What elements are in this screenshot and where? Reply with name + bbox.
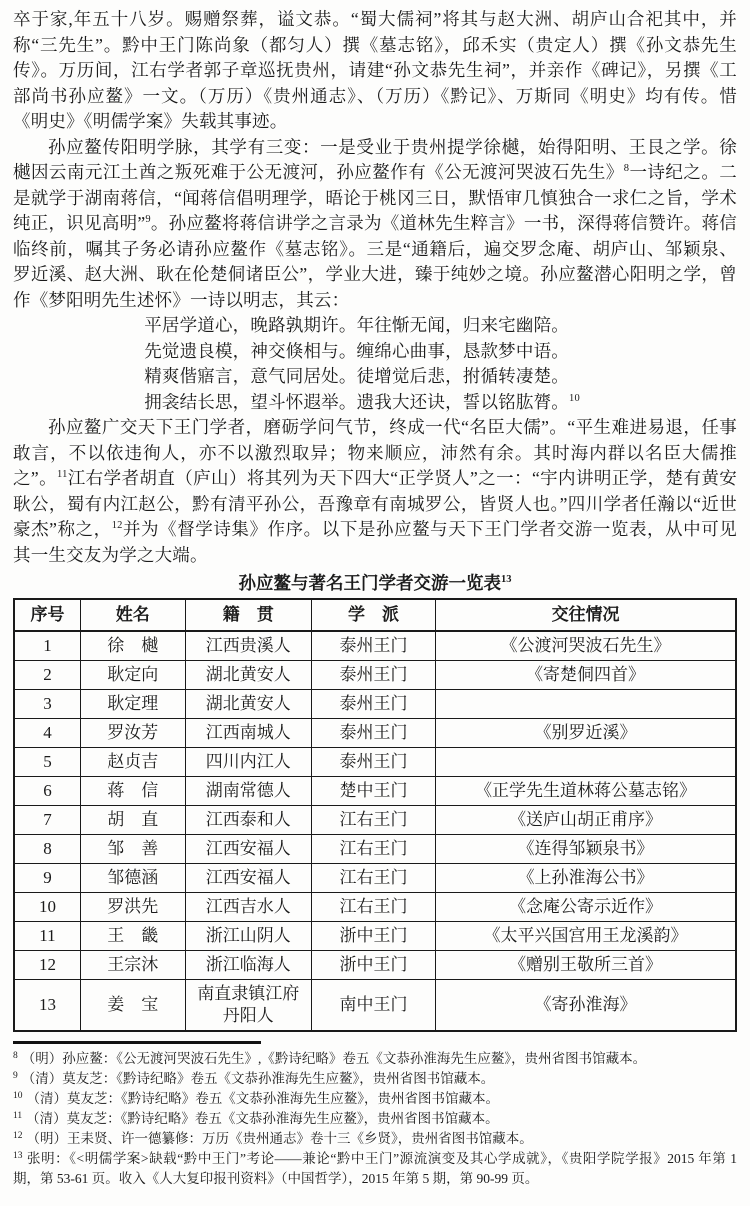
table-cell: 1 <box>14 631 80 661</box>
text-run: （明）孙应鳌：《公无渡河哭波石先生》,《黔诗纪略》卷五《文恭孙淮海先生应鳌》，贵州省图书馆藏本。 <box>21 1051 647 1066</box>
table-cell: 湖北黄安人 <box>185 661 311 690</box>
table-cell: 泰州王门 <box>311 748 435 777</box>
table-cell: 罗洪先 <box>80 893 185 922</box>
paragraph <box>13 7 737 135</box>
footnotes-section <box>13 1041 737 1189</box>
footnote-ref: 10 <box>13 1090 23 1101</box>
table-header-cell: 学 派 <box>311 599 435 631</box>
text-run: （明）王耒贤、许一德纂修：万历《贵州通志》卷十三《乡贤》，贵州省图书馆藏本。 <box>26 1131 533 1146</box>
footnote <box>13 1149 737 1189</box>
text-run: 江右学者胡直（庐山）将其列为天下四大“正学贤人”之一：“宇内讲明正学，楚有黄安耿公，蜀有内江赵公，黔有清平孙公，吾豫章有南城罗公，皆贤人也。”四川学者任瀚以“近世豪杰”称之， <box>13 468 737 539</box>
body-text-bottom <box>13 415 737 568</box>
table-cell: 邹 善 <box>80 835 185 864</box>
table-row <box>14 719 736 748</box>
table-cell: 浙中王门 <box>311 922 435 951</box>
table-header-cell: 籍 贯 <box>185 599 311 631</box>
footnote-ref: 10 <box>569 392 580 404</box>
table-cell: 13 <box>14 980 80 1032</box>
table-cell: 姜 宝 <box>80 980 185 1032</box>
table-cell: 耿定向 <box>80 661 185 690</box>
table-cell: 《寄楚侗四首》 <box>436 661 736 690</box>
table-cell: 泰州王门 <box>311 661 435 690</box>
footnote-ref: 11 <box>13 1110 23 1121</box>
text-run: 并为《督学诗集》作序。以下是孙应鳌与天下王门学者交游一览表，从中可见其一生交友为学之大端。 <box>13 519 737 565</box>
table-cell: 10 <box>14 893 80 922</box>
table-row <box>14 661 736 690</box>
table-cell: 《连得邹颖泉书》 <box>436 835 736 864</box>
footnote-ref: 8 <box>623 163 630 175</box>
footnote-ref: 11 <box>57 469 68 481</box>
footnote <box>13 1069 737 1089</box>
table-cell: 《太平兴国宫用王龙溪韵》 <box>436 922 736 951</box>
table-row <box>14 690 736 719</box>
text-run: （清）莫友芝：《黔诗纪略》卷五《文恭孙淮海先生应鳌》，贵州省图书馆藏本。 <box>26 1111 499 1126</box>
table-cell: 《别罗近溪》 <box>436 719 736 748</box>
table-cell: 9 <box>14 864 80 893</box>
table-row <box>14 777 736 806</box>
text-run: （清）莫友芝：《黔诗纪略》卷五《文恭孙淮海先生应鳌》，贵州省图书馆藏本。 <box>26 1091 499 1106</box>
table-cell: 邹德涵 <box>80 864 185 893</box>
table-cell: 8 <box>14 835 80 864</box>
table-cell: 徐 樾 <box>80 631 185 661</box>
table-cell: 四川内江人 <box>185 748 311 777</box>
table-row <box>14 980 736 1032</box>
text-run: 。孙应鳌将蒋信讲学之言录为《道林先生粹言》一书，深得蒋信赞许。蒋信临终前，嘱其子务必请孙应鳌作《墓志铭》。三是“通籍后，遍交罗念庵、胡庐山、邹颖泉、罗近溪、赵大洲、耿在伦楚侗诸臣公”，学业大进，臻于纯妙之境。孙应鳌潜心阳明之学，曾作《梦阳明先生述怀》一诗以明志，其云： <box>13 213 737 310</box>
table-cell: 《上孙淮海公书》 <box>436 864 736 893</box>
table-cell: 浙江山阴人 <box>185 922 311 951</box>
text-run: （清）莫友芝：《黔诗纪略》卷五《文恭孙淮海先生应鳌》，贵州省图书馆藏本。 <box>21 1071 495 1086</box>
footnote-list <box>13 1049 737 1189</box>
text-run: 拥衾结长思，望斗怀遐举。遗我大还诀，誓以铭肱膂。 <box>144 391 569 412</box>
table-cell: 泰州王门 <box>311 631 435 661</box>
footnote-ref: 9 <box>145 214 151 226</box>
table-cell: 江西贵溪人 <box>185 631 311 661</box>
text-run: 卒于家,年五十八岁。赐赠祭葬，谥文恭。“蜀大儒祠”将其与赵大洲、胡庐山合祀其中，并称“三先生”。黔中王门陈尚象（都匀人）撰《墓志铭》，邱禾实（贵定人）撰《孙文恭先生传》。万历间，江右学者郭子章巡抚贵州，请建“孙文恭先生祠”，并亲作《碑记》，另撰《工部尚书孙应鳌》一文。（万历）《贵州通志》、（万历）《黔记》、万斯同《明史》均有传。惜《明史》《明儒学案》失载其事迹。 <box>13 9 737 131</box>
footnote <box>13 1089 737 1109</box>
text-run: 孙应鳌传阳明学脉，其学有三变：一是受业于贵州提学徐樾，始得阳明、王艮之学。徐樾因云南元江土酋之叛死难于公无渡河，孙应鳌作有《公无渡河哭波石先生》 <box>13 136 737 182</box>
poem-line <box>144 339 737 365</box>
table-cell: 12 <box>14 951 80 980</box>
table-cell: 湖南常德人 <box>185 777 311 806</box>
table-cell: 罗汝芳 <box>80 719 185 748</box>
table-row <box>14 951 736 980</box>
table-row <box>14 631 736 661</box>
table-cell: 赵贞吉 <box>80 748 185 777</box>
table-cell: 《送庐山胡正甫序》 <box>436 806 736 835</box>
table-cell: 5 <box>14 748 80 777</box>
footnote <box>13 1109 737 1129</box>
table-cell: 《赠别王敬所三首》 <box>436 951 736 980</box>
footnote <box>13 1129 737 1149</box>
table-cell <box>436 748 736 777</box>
text-run: 精爽偕寤言，意气同居处。徒增觉后悲，拊循转凄楚。 <box>144 366 569 386</box>
table-cell: 南直隶镇江府丹阳人 <box>185 980 311 1032</box>
table-cell: 11 <box>14 922 80 951</box>
table-cell: 江右王门 <box>311 864 435 893</box>
table-title-text: 孙应鳌与著名王门学者交游一览表 <box>238 573 501 593</box>
table-row <box>14 835 736 864</box>
table-cell: 7 <box>14 806 80 835</box>
table-row <box>14 922 736 951</box>
footnote-ref: 12 <box>13 1130 23 1141</box>
table-cell: 王宗沐 <box>80 951 185 980</box>
table-header-cell: 交往情况 <box>436 599 736 631</box>
scholars-table <box>13 598 737 1032</box>
table-cell: 湖北黄安人 <box>185 690 311 719</box>
poem-block <box>144 313 737 415</box>
table-body <box>14 631 736 1031</box>
text-run: 张明：《<明儒学案>缺载“黔中王门”考论——兼论“黔中王门”源流演变及其心学成就》，《贵阳学院学报》2015 年第 1 期，第 53-61 页。收入《人大复印报刊资料》（中国哲学），2015 年第 5 期，第 90-99 页。 <box>13 1151 737 1186</box>
table-cell: 《公渡河哭波石先生》 <box>436 631 736 661</box>
table-header-row <box>14 599 736 631</box>
table-cell: 浙中王门 <box>311 951 435 980</box>
table-cell: 王 畿 <box>80 922 185 951</box>
table-cell: 南中王门 <box>311 980 435 1032</box>
table-row <box>14 893 736 922</box>
table-cell: 《念庵公寄示近作》 <box>436 893 736 922</box>
table-cell: 江西南城人 <box>185 719 311 748</box>
footnote-ref: 8 <box>13 1050 18 1061</box>
table-cell: 《正学先生道林蒋公墓志铭》 <box>436 777 736 806</box>
table-cell: 江右王门 <box>311 806 435 835</box>
poem-line <box>144 390 737 416</box>
table-cell: 《寄孙淮海》 <box>436 980 736 1032</box>
table-cell: 蒋 信 <box>80 777 185 806</box>
table-cell: 江西泰和人 <box>185 806 311 835</box>
table-cell: 江西吉水人 <box>185 893 311 922</box>
table-cell: 江右王门 <box>311 893 435 922</box>
paragraph <box>13 415 737 568</box>
footnote-ref: 13 <box>13 1150 23 1161</box>
text-run: 孙应鳌广交天下王门学者，磨砺学问气节，终成一代“名臣大儒”。“平生难进易退，任事敢言，不以依违徇人，亦不以激烈取异；物来顺应，沛然有余。其时海内群以名臣大儒推之”。 <box>13 417 737 488</box>
text-run: 平居学道心，晚路孰期许。年往惭无闻，归来宅幽陪。 <box>144 315 569 335</box>
table-cell: 3 <box>14 690 80 719</box>
table-cell: 2 <box>14 661 80 690</box>
poem-line <box>144 364 737 390</box>
table-cell: 江右王门 <box>311 835 435 864</box>
table-title <box>13 571 737 595</box>
table-header-cell: 姓名 <box>80 599 185 631</box>
table-cell: 江西安福人 <box>185 835 311 864</box>
footnote <box>13 1049 737 1069</box>
body-text-top <box>13 7 737 313</box>
table-cell: 楚中王门 <box>311 777 435 806</box>
table-cell: 胡 直 <box>80 806 185 835</box>
table-cell: 泰州王门 <box>311 719 435 748</box>
footnote-ref: 12 <box>111 520 123 532</box>
table-cell: 耿定理 <box>80 690 185 719</box>
table-header-cell: 序号 <box>14 599 80 631</box>
table-cell: 江西安福人 <box>185 864 311 893</box>
paragraph <box>13 135 737 314</box>
text-run: 一诗纪之。二是就学于湖南蒋信，“闻蒋信倡明理学，晤论于桃冈三日，默悟审几慎独合一求仁之旨，学术纯正，识见高明” <box>13 162 737 233</box>
footnote-ref: 9 <box>13 1070 18 1081</box>
text-run: 先觉遗良模，神交倏相与。缠绵心曲事，恳款梦中语。 <box>144 340 569 361</box>
table-cell: 泰州王门 <box>311 690 435 719</box>
table-cell <box>436 690 736 719</box>
table-cell: 浙江临海人 <box>185 951 311 980</box>
table-cell: 4 <box>14 719 80 748</box>
table-row <box>14 806 736 835</box>
footnote-separator <box>13 1041 261 1044</box>
table-cell: 6 <box>14 777 80 806</box>
table-title-footnote-ref: 13 <box>501 574 512 586</box>
table-row <box>14 864 736 893</box>
poem-line <box>144 313 737 339</box>
table-row <box>14 748 736 777</box>
